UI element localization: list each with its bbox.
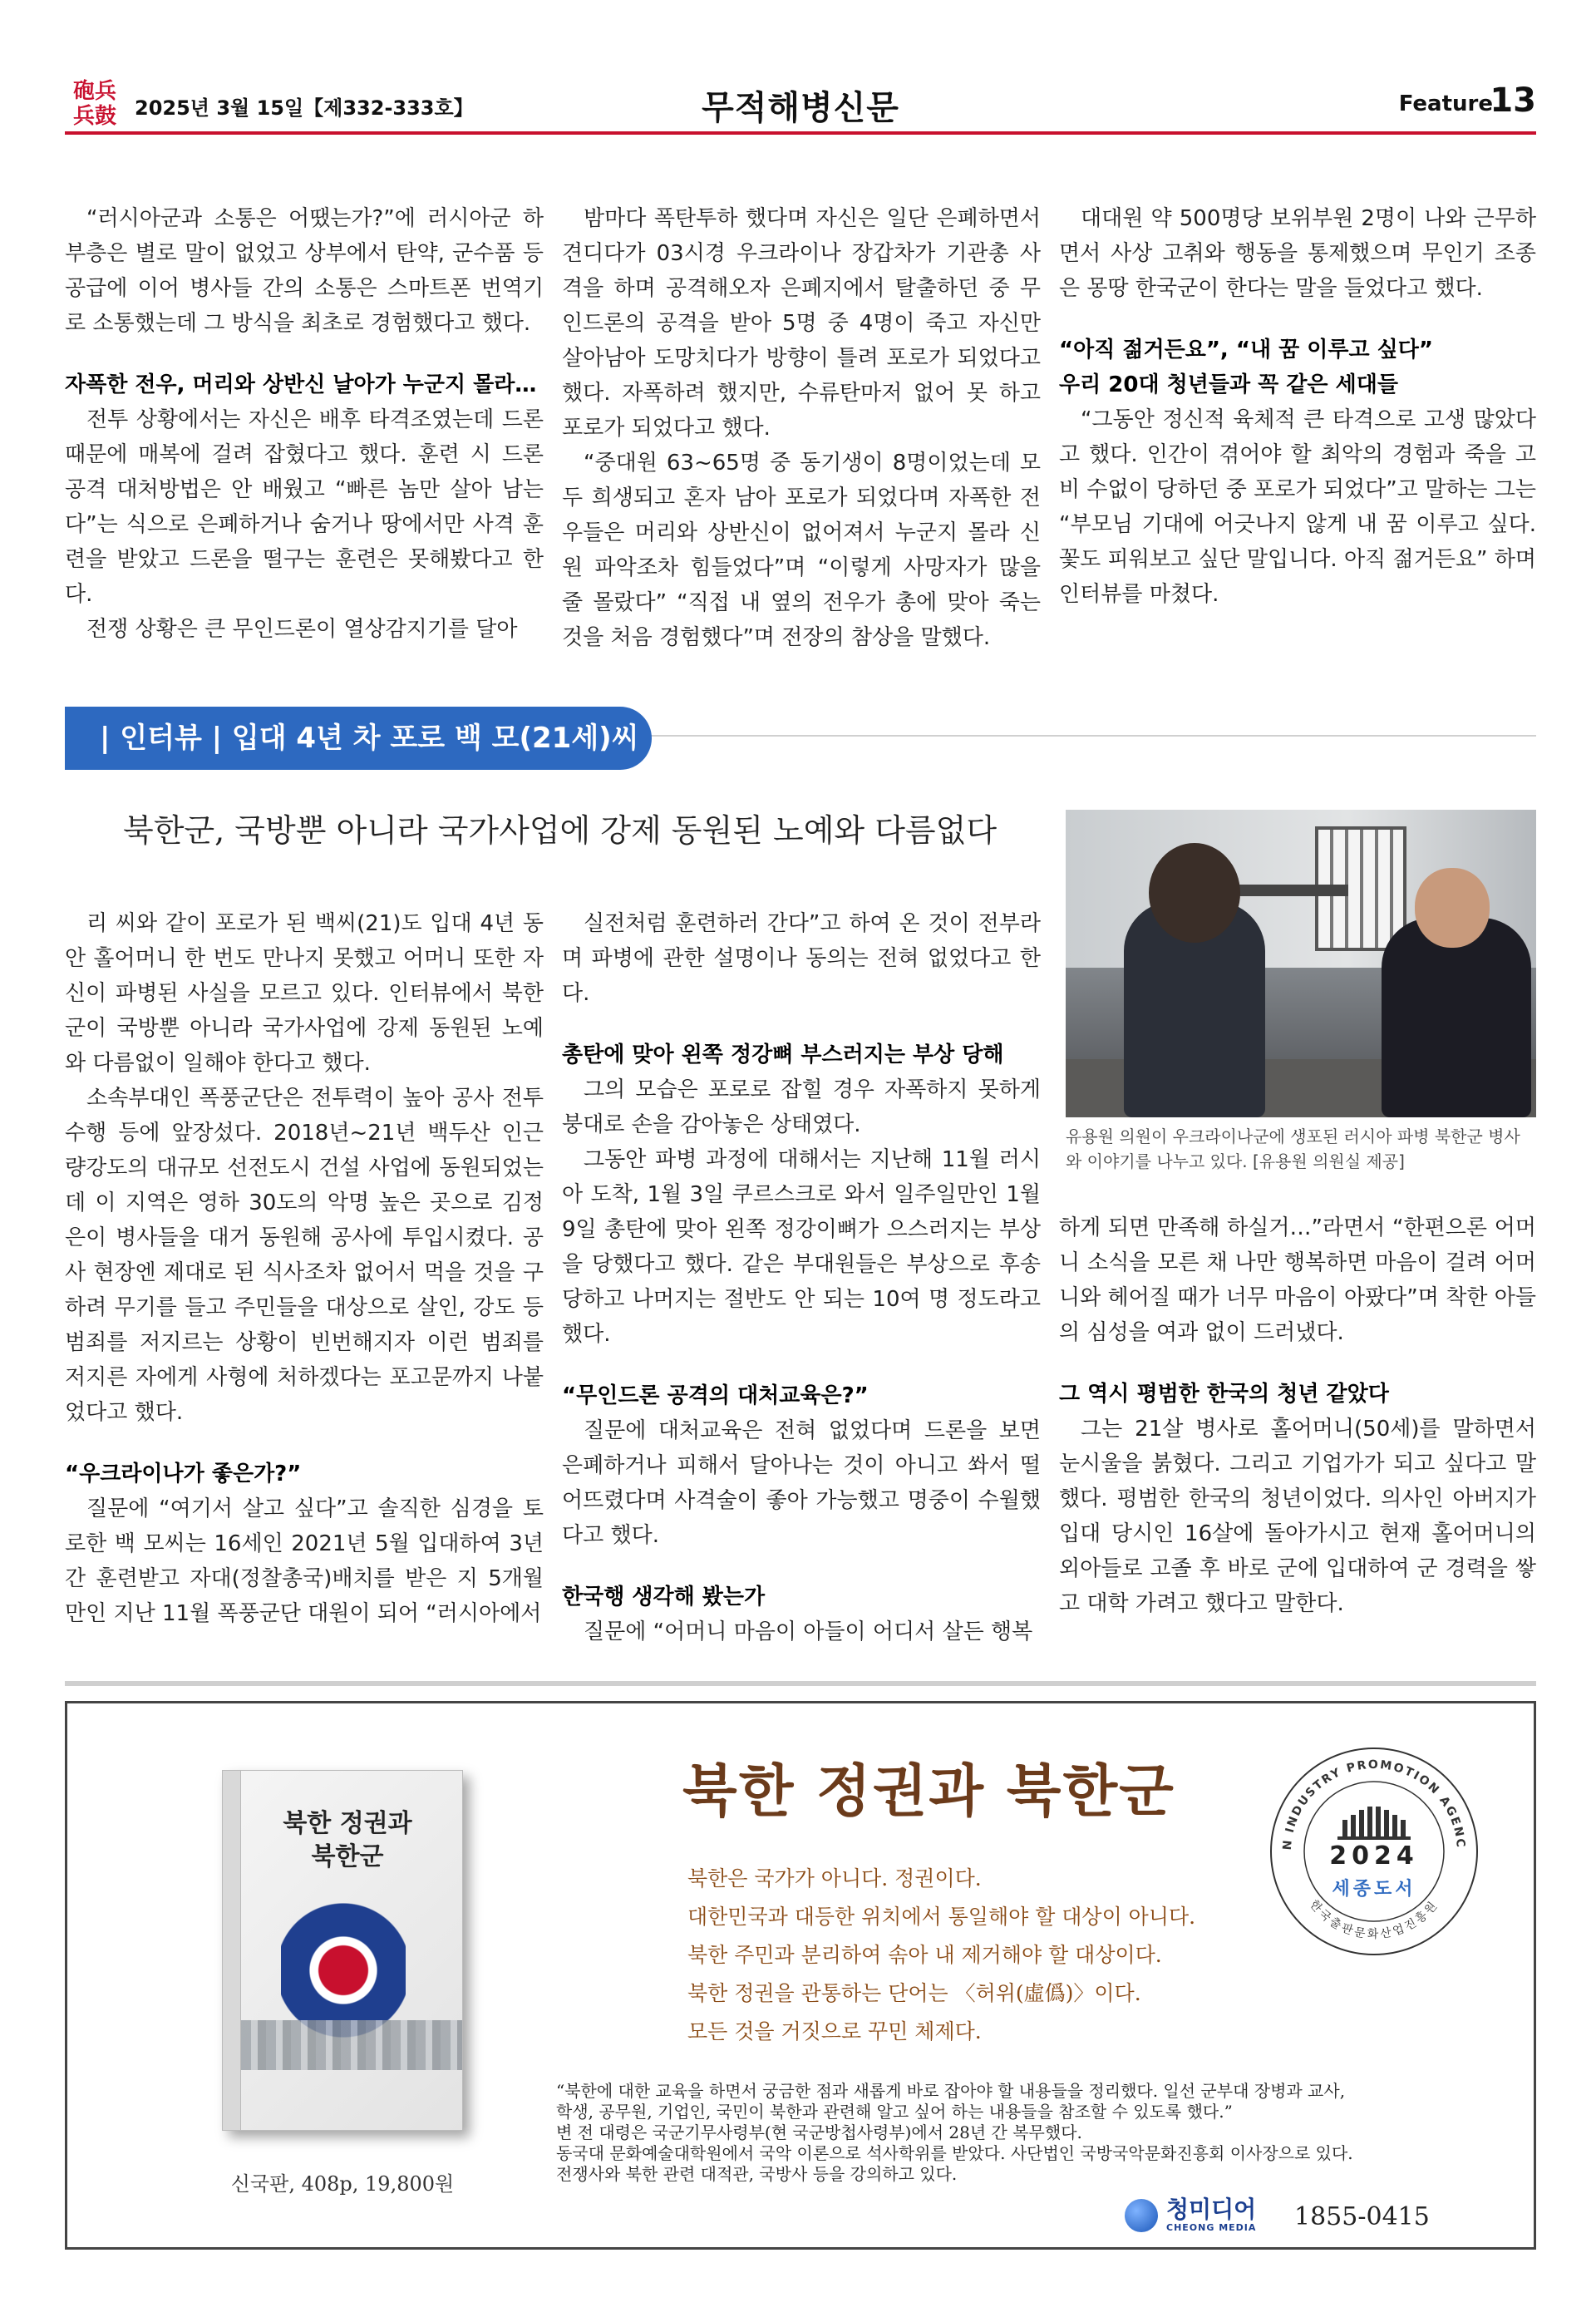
ad-tagline: 대한민국과 대등한 위치에서 통일해야 할 대상이 아니다. — [687, 1905, 1196, 1929]
paragraph: 대대원 약 500명당 보위부원 2명이 나와 근무하면서 사상 고취와 행동을 통제했으며 무인기 조종은 몽땅 한국군이 한다는 말을 들었다고 했다. — [1059, 206, 1536, 301]
paragraph-gap — [562, 1011, 1041, 1038]
paragraph-gap — [65, 341, 544, 367]
book-cover — [222, 1770, 463, 2131]
paragraph: 소속부대인 폭풍군단은 전투력이 높아 공사 전투 수행 등에 앞장섰다. 2018년~21년 백두산 인근 량강도의 대규모 선전도시 건설 사업에 동원되었는데 이 지역은 영하 30도의 악명 높은 곳으로 김정은이 병사들을 대거 동원해 공사에 투입시켰다. 공사 현장엔 제대로 된 식사조차 없어서 먹을 것을 구하려 무기를 들고 주민들을 대상으로 살인, 강도 등 범죄를 저지르는 상황이 빈번해지자 이런 범죄를 저지른 자에게 사형에 처하겠다는 포고문까지 나붙었다고 했다. — [65, 1086, 544, 1425]
newspaper-name: 무적해병신문 — [702, 89, 899, 127]
paragraph: 질문에 “어머니 마음이 아들이 어디서 살든 행복 — [584, 1619, 1033, 1644]
paragraph: 리 씨와 같이 포로가 된 백씨(21)도 입대 4년 동안 홀어머니 한 번도 만나지 못했고 어머니 또한 자신이 파병된 사실을 모르고 있다. 인터뷰에서 북한군이 국방뿐 아니라 국가사업에 강제 동원된 노예와 다름없이 일해야 한다고 했다. — [65, 911, 544, 1076]
subheading: “우크라이나가 좋은가?” — [65, 1462, 302, 1486]
ad-description — [556, 2081, 1537, 2185]
logo-mark: 砲兵 兵鼓 — [72, 79, 116, 129]
svg-text:한국출판문화산업진흥원 — [1307, 1897, 1441, 1941]
ad-tagline: 모든 것을 거짓으로 꾸민 체제다. — [687, 2019, 982, 2043]
ad-description-line: 동국대 문화예술대학원에서 국악 이론으로 석사학위를 받았다. 사단법인 국방국악문화진흥회 이사장으로 있다. — [556, 2143, 1353, 2163]
paragraph: 그의 모습은 포로로 잡힐 경우 자폭하지 못하게 붕대로 손을 감아놓은 상태였다. — [562, 1077, 1041, 1137]
ad-description-line: 변 전 대령은 국군기무사령부(현 국군방첩사령부)에서 28년 간 복무했다. — [556, 2122, 1082, 2142]
paragraph-gap — [562, 1553, 1041, 1580]
paragraph: “중대원 63~65명 중 동기생이 8명이었는데 모두 희생되고 혼자 남아 포로가 되었다며 자폭한 전우들은 머리와 상반신이 없어져서 누군지 몰라 신원 파악조차 힘들었다”며 “이렇게 사망자가 많을 줄 몰랐다” “직접 내 옆의 전우가 총에 맞아 죽는 것을 처음 경험했다”며 전장의 참상을 말했다. — [562, 451, 1041, 650]
ad-title: 북한 정권과 북한군 — [682, 1758, 1175, 1825]
book-cover-title: 북한 정권과 북한군 — [283, 1809, 412, 1871]
interview-banner: | 인터뷰 | 입대 4년 차 포로 백 모(21세)씨 — [65, 707, 652, 770]
subheading: “무인드론 공격의 대처교육은?” — [562, 1383, 869, 1408]
paragraph: 밤마다 폭탄투하 했다며 자신은 일단 은폐하면서 견디다가 03시경 우크라이나 장갑차가 기관총 사격을 하며 공격해오자 은폐지에서 탈출하던 중 무인드론의 공격을 받아 5명 중 4명이 죽고 자신만 살아남아 도망치다가 방향이 틀려 포로가 되었다고 했다. 자폭하려 했지만, 수류탄마저 없어 못 하고 포로가 되었다고 했다. — [562, 206, 1041, 441]
paragraph: 그는 21살 병사로 홀어머니(50세)를 말하면서 눈시울을 붉혔다. 그리고 기업가가 되고 싶다고 말했다. 평범한 한국의 청년이었다. 의사인 아버지가 입대 당시인 16살에 돌아가시고 현재 홀어머니의 외아들로 고졸 후 바로 군에 입대하여 군 경력을 쌓고 대학 가려고 했다고 말한다. — [1059, 1417, 1536, 1616]
publisher-mark-icon — [1125, 2199, 1158, 2232]
publisher-logo — [1125, 2197, 1256, 2233]
paragraph: 전쟁 상황은 큰 무인드론이 열상감지기를 달아 — [86, 617, 518, 642]
interview-photo — [1066, 810, 1536, 1117]
book-caption: 신국판, 408p, 19,800원 — [230, 2172, 455, 2196]
publisher-wordmark — [1166, 2197, 1256, 2233]
header-rule — [65, 131, 1536, 135]
page-number: 13 — [1490, 81, 1536, 120]
interview-headline: 북한군, 국방뿐 아니라 국가사업에 강제 동원된 노예와 다름없다 — [123, 812, 998, 849]
paragraph-gap — [1059, 1350, 1536, 1377]
ad-rule — [65, 1681, 1536, 1686]
subheading: 자폭한 전우, 머리와 상반신 날아가 누군지 몰라… — [65, 372, 537, 397]
paragraph: “그동안 정신적 육체적 큰 타격으로 고생 많았다고 했다. 인간이 겪어야 할 최악의 경험과 죽을 고비 수없이 당하던 중 포로가 되었다”고 말하는 그는 “부모님 기대에 어긋나지 않게 내 꿈 이루고 싶다. 꽃도 피워보고 싶단 말입니다. 아직 젊거든요” 하며 인터뷰를 마쳤다. — [1059, 407, 1536, 607]
seal-year: 2024 — [1329, 1841, 1419, 1871]
paragraph: 질문에 “여기서 살고 싶다”고 솔직한 심경을 토로한 백 모씨는 16세인 2021년 5월 입대하여 3년간 훈련받고 자대(정찰총국)배치를 받은 지 5개월만인 지난 11월 폭풍군단 대원이 되어 “러시아에서 — [65, 1496, 544, 1626]
paragraph: 그동안 파병 과정에 대해서는 지난해 11월 러시아 도착, 1월 3일 쿠르스크로 와서 일주일만인 1월 9일 총탄에 맞아 왼쪽 정강이뼈가 으스러지는 부상을 당했다고 했다. 같은 부대원들은 부상으로 후송당하고 나머지는 절반도 안 되는 10여 명 정도라고 했다. — [562, 1147, 1041, 1347]
sejong-book-seal — [1266, 1743, 1482, 1960]
paragraph: “러시아군과 소통은 어땠는가?”에 러시아군 하부층은 별로 말이 없었고 상부에서 탄약, 군수품 등 공급에 이어 병사들 간의 소통은 스마트폰 번역기로 소통했는데 그 방식을 최초로 경험했다고 했다. — [65, 206, 544, 336]
ad-description-line: 학생, 공무원, 기업인, 국민이 북한과 관련해 알고 싶어 하는 내용들을 참조할 수 있도록 했다.” — [556, 2102, 1233, 2122]
publisher-name: 청미디어 — [1166, 2196, 1257, 2223]
paragraph: 하게 되면 만족해 하실거…”라면서 “한편으론 어머니 소식을 모른 채 나만 행복하면 마음이 걸려 어머니와 헤어질 때가 너무 마음이 아팠다”며 착한 아들의 심성을 여과 없이 드러냈다. — [1059, 1215, 1536, 1345]
ad-tagline-list — [687, 1860, 1195, 2051]
paragraph-gap — [562, 1352, 1041, 1378]
subheading: 총탄에 맞아 왼쪽 정강뼈 부스러지는 부상 당해 — [562, 1043, 1004, 1067]
subheading: 한국행 생각해 봤는가 — [562, 1585, 766, 1610]
subheading: 우리 20대 청년들과 꼭 같은 세대들 — [1059, 372, 1398, 397]
paragraph: 실전처럼 훈련하러 간다”고 하여 온 것이 전부라며 파병에 관한 설명이나 동의는 전혀 없었다고 한다. — [562, 911, 1041, 1006]
interview-column-1 — [65, 906, 544, 1631]
photo-caption: 유용원 의원이 우크라이나군에 생포된 러시아 파병 북한군 병사와 이야기를 나누고 있다. [유용원 의원실 제공] — [1066, 1126, 1520, 1171]
publisher-phone: 1855-0415 — [1294, 2202, 1430, 2231]
ad-tagline: 북한 주민과 분리하여 솎아 내 제거해야 할 대상이다. — [687, 1943, 1162, 1967]
book-advertisement — [65, 1701, 1536, 2250]
issue-date: 2025년 3월 15일【제332-333호】 — [135, 96, 474, 120]
svg-text:PUBLICATION INDUSTRY PROMOTION — [1266, 1743, 1467, 1851]
ad-description-line: “북한에 대한 교육을 하면서 궁금한 점과 새롭게 바로 잡아야 할 내용들을 정리했다. 일선 군부대 장병과 교사, — [556, 2081, 1346, 2101]
interview-column-2 — [562, 906, 1041, 1649]
photo-lawmaker-head — [1415, 868, 1490, 948]
paragraph: 질문에 대처교육은 전혀 없었다며 드론을 보면 은폐하거나 피해서 달아나는 것이 아니고 쏴서 떨어뜨렸다며 사격술이 좋아 가능했고 명중이 수월했다고 했다. — [562, 1418, 1041, 1548]
ad-description-line: 전쟁사와 북한 관련 대적관, 국방사 등을 강의하고 있다. — [556, 2164, 958, 2184]
ad-tagline: 북한은 국가가 아니다. 정권이다. — [687, 1866, 982, 1891]
paragraph: 전투 상황에서는 자신은 배후 타격조였는데 드론 때문에 매복에 걸려 잡혔다고 했다. 훈련 시 드론 공격 대처방법은 안 배웠고 “빠른 놈만 살아 남는다”는 식으로 은폐하거나 숨거나 땅에서만 사격 훈련을 받았고 드론을 떨구는 훈련은 못해봤다고 한다. — [65, 407, 544, 607]
paragraph-gap — [1059, 306, 1536, 333]
book-spine — [223, 1771, 241, 2131]
seal-inner-text: 한국출판문화산업진흥원 — [1307, 1897, 1441, 1941]
photo-soldier-head — [1149, 843, 1240, 943]
subheading: 그 역시 평범한 한국의 청년 같았다 — [1059, 1382, 1389, 1407]
seal-label: 세종도서 — [1332, 1879, 1416, 1900]
ad-tagline: 북한 정권을 관통하는 단어는 〈허위(虛僞)〉이다. — [687, 1981, 1141, 2005]
top-article-column-2 — [562, 201, 1041, 655]
section-label: Feature — [1398, 91, 1493, 116]
masthead — [65, 76, 1536, 133]
paragraph-gap — [65, 1430, 544, 1457]
seal-outer-text: N INDUSTRY PROMOTION AGENC — [1280, 1757, 1468, 1851]
book-cover-skyline — [241, 2020, 463, 2070]
top-article-column-1 — [65, 201, 544, 647]
publisher-name-en: CHEONG MEDIA — [1166, 2222, 1257, 2233]
photo-lawmaker — [1382, 918, 1531, 1117]
interview-column-3 — [1059, 1210, 1536, 1621]
subheading: “아직 젊거든요”, “내 꿈 이루고 싶다” — [1059, 338, 1433, 362]
top-article-column-3 — [1059, 201, 1536, 612]
